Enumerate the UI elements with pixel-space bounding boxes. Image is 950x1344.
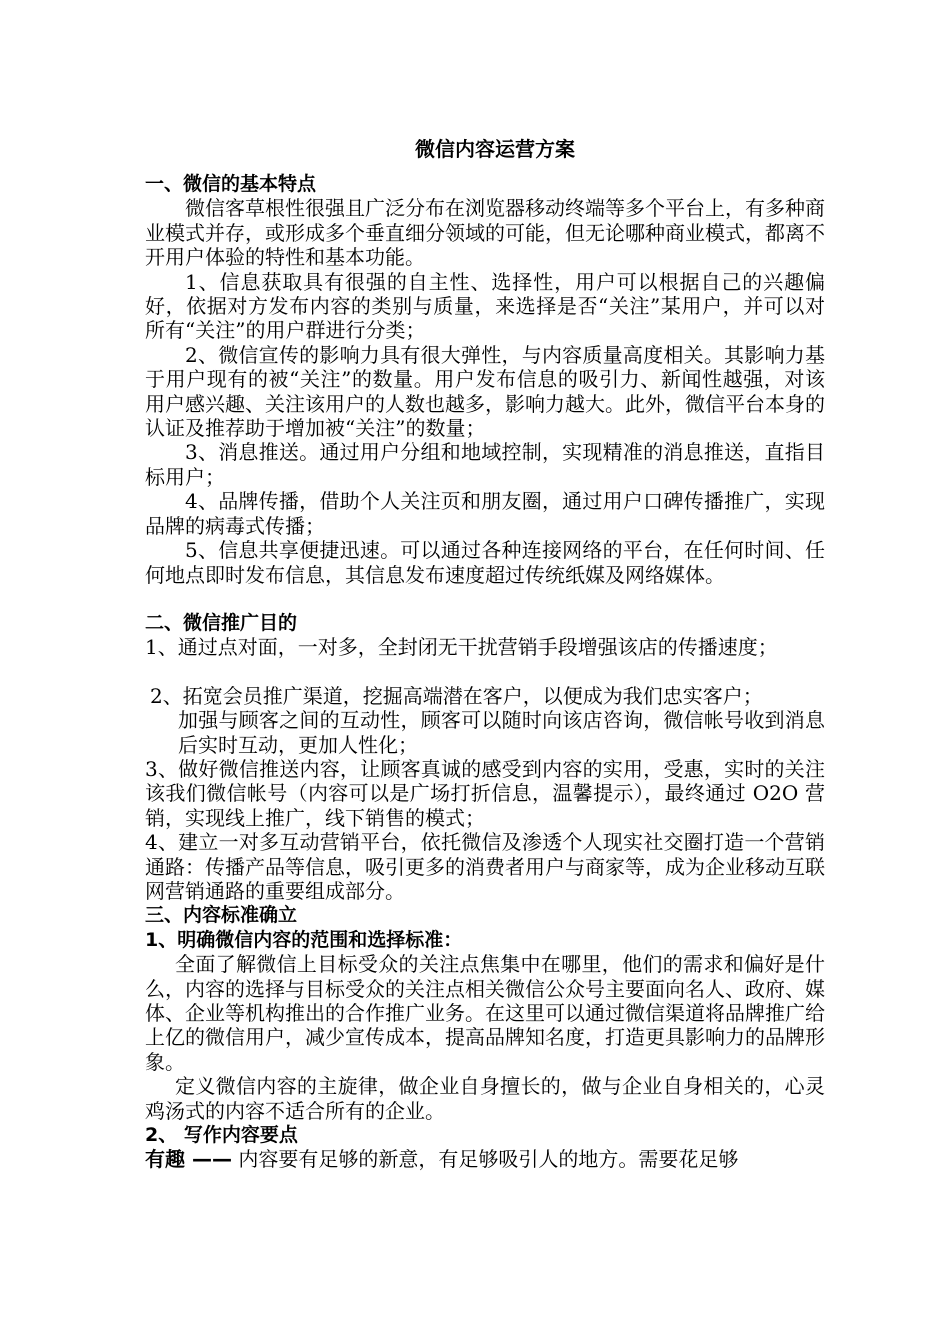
paragraph: 1、通过点对面，一对多，全封闭无干扰营销手段增强该店的传播速度； [145, 635, 778, 660]
paragraph: 3、做好微信推送内容，让顾客真诚的感受到内容的实用，受惠，实时的关注该我们微信帐号（内容可以是广场打折信息，温馨提示），最终通过 O2O 营销，实现线上推广，线下销售的模式； [145, 756, 825, 830]
lead-text: 内容要有足够的新意，有足够吸引人的地方。需要花足够 [231, 1147, 739, 1172]
paragraph: 4、建立一对多互动营销平台，依托微信及渗透个人现实社交圈打造一个营销通路：传播产品等信息，吸引更多的消费者用户与商家等，成为企业移动互联网营销通路的重要组成部分。 [145, 830, 825, 903]
paragraph: 1、信息获取具有很强的自主性、选择性，用户可以根据自己的兴趣偏好，依据对方发布内容的类别与质量，来选择是否“关注”某用户，并可以对所有“关注”的用户群进行分类； [145, 269, 825, 343]
paragraph: 微信客草根性很强且广泛分布在浏览器移动终端等多个平台上，有多种商业模式并存，或形成多个垂直细分领域的可能，但无论哪种商业模式，都离不开用户体验的特性和基本功能。 [145, 196, 825, 270]
spacer [145, 587, 825, 611]
paragraph: 全面了解微信上目标受众的关注点焦集中在哪里，他们的需求和偏好是什么，内容的选择与目标受众的关注点相关微信公众号主要面向名人、政府、媒体、企业等机构推出的合作推广业务。在这里可以通过微信渠道将品牌推广给上亿的微信用户，减少宣传成本，提高品牌知名度，打造更具影响力的品牌形象。 [145, 952, 825, 1074]
subsection-heading: 1、明确微信内容的范围和选择标准： [145, 928, 463, 951]
page-title: 微信内容运营方案 [415, 137, 575, 161]
paragraph: 5、信息共享便捷迅速。可以通过各种连接网络的平台，在任何时间、任何地点即时发布信息，其信息发布速度超过传统纸媒及网络媒体。 [145, 538, 825, 587]
subsection-heading: 2、 写作内容要点 [145, 1124, 298, 1147]
lead-term: 有趣 —— [145, 1147, 232, 1172]
paragraph: 3、消息推送。通过用户分组和地域控制，实现精准的消息推送，直指目标用户； [145, 440, 825, 489]
paragraph: 2、拓宽会员推广渠道，挖掘高端潜在客户，以便成为我们忠实客户； [150, 683, 763, 708]
section-heading-2: 二、微信推广目的 [145, 611, 298, 634]
section-heading-1: 一、微信的基本特点 [145, 173, 317, 195]
paragraph: 4、品牌传播，借助个人关注页和朋友圈，通过用户口碑传播推广，实现品牌的病毒式传播； [145, 489, 825, 538]
paragraph: 定义微信内容的主旋律，做企业自身擅长的，做与企业自身相关的，心灵鸡汤式的内容不适合所有的企业。 [145, 1074, 825, 1123]
paragraph: 加强与顾客之间的互动性，顾客可以随时向该店咨询，微信帐号收到消息后实时互动，更加人性化； [178, 708, 825, 757]
spacer [145, 660, 825, 684]
document-body [145, 134, 825, 1172]
paragraph: 2、微信宣传的影响力具有很大弹性，与内容质量高度相关。其影响力基于用户现有的被“关注”的数量。用户发布信息的吸引力、新闻性越强，对该用户感兴趣、关注该用户的人数也越多，影响力越大。此外，微信平台本身的认证及推荐助于增加被“关注”的数量； [145, 342, 825, 441]
paragraph [145, 1147, 825, 1171]
section-heading-3: 三、内容标准确立 [145, 904, 298, 927]
